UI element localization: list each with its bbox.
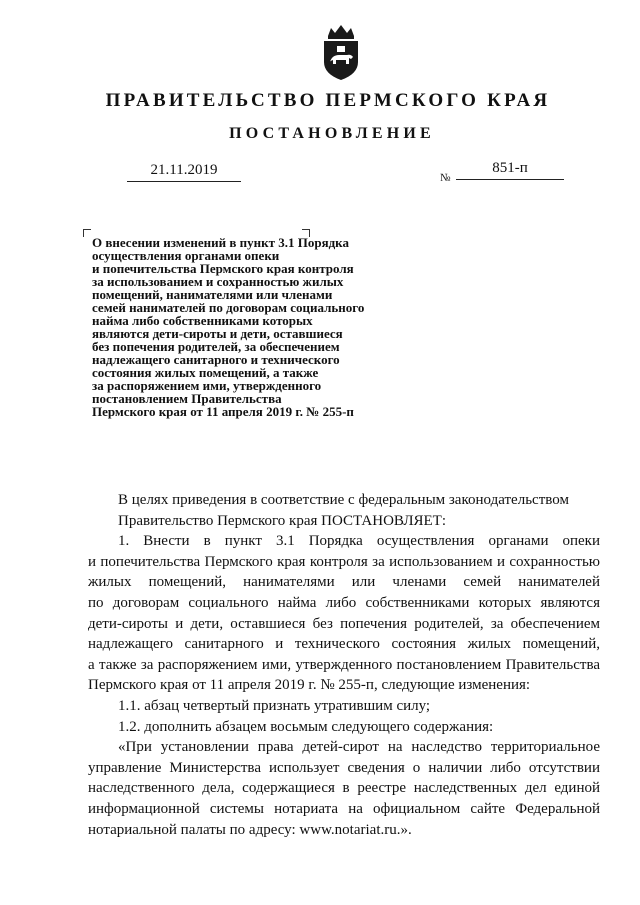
document-number: 851-п [456,160,564,180]
heading-corner-left [83,229,91,237]
heading-line: осуществления органами опеки [92,248,280,263]
document-body [88,490,600,840]
number-label: № [440,172,451,184]
heading-line: семей нанимателей по договорам социального [92,300,365,315]
heading-line: постановлением Правительства [92,391,282,406]
body-line: информационной системы нотариата на официальном сайте Федеральной [88,800,600,817]
body-line: жилых помещений, нанимателями или членами семей нанимателей [88,574,600,591]
body-line: 1.2. дополнить абзацем восьмым следующего содержания: [118,718,494,735]
body-line: Пермского края от 11 апреля 2019 г. № 255-п, следующие изменения: [88,677,531,694]
body-line: и попечительства Пермского края контроля за использованием и сохранностью [88,553,600,570]
heading-line: без попечения родителей, за обеспечением [92,339,340,354]
heading-line: состояния жилых помещений, а также [92,365,319,380]
document-heading [92,236,422,418]
body-line: нотариальной палаты по адресу: www.notariat.ru.». [88,821,412,838]
heading-line: помещений, нанимателями или членами [92,287,333,302]
body-line: 1.1. абзац четвертый признать утратившим силу; [118,697,431,714]
heading-line: О внесении изменений в пункт 3.1 Порядка [92,235,349,250]
body-line: надлежащего санитарного и технического состояния жилых помещений, [88,636,600,653]
heading-line: за распоряжением ими, утвержденного [92,378,322,393]
document-date: 21.11.2019 [127,162,241,182]
heading-line: Пермского края от 11 апреля 2019 г. № 255-п [92,404,354,419]
body-line: управление Министерства использует сведения о наличии либо отсутствии [88,759,600,776]
heading-line: найма либо собственниками которых [92,313,313,328]
document-type: ПОСТАНОВЛЕНИЕ [229,125,435,142]
government-title: ПРАВИТЕЛЬСТВО ПЕРМСКОГО КРАЯ [105,90,551,111]
body-line: по договорам социального найма либо собственниками которых являются [88,594,600,611]
body-line: 1. Внести в пункт 3.1 Порядка осуществления органами опеки [118,533,600,550]
body-line: а также за распоряжением ими, утвержденного постановлением Правительства [88,656,600,673]
coat-of-arms-icon [318,22,364,82]
body-line: «При установлении права детей-сирот на наследство территориальное [118,739,600,756]
heading-line: являются дети-сироты и дети, оставшиеся [92,326,343,341]
body-line: дети-сироты и дети, оставшиеся без попечения родителей, за обеспечением [88,615,600,632]
heading-line: за использованием и сохранностью жилых [92,274,344,289]
heading-line: и попечительства Пермского края контроля [92,261,354,276]
heading-line: надлежащего санитарного и технического [92,352,340,367]
body-line: Правительство Пермского края ПОСТАНОВЛЯЕТ: [118,512,447,529]
body-line: В целях приведения в соответствие с федеральным законодательством [118,492,569,508]
body-line: наследственного дела, содержащиеся в реестре наследственных дел единой [88,780,600,797]
